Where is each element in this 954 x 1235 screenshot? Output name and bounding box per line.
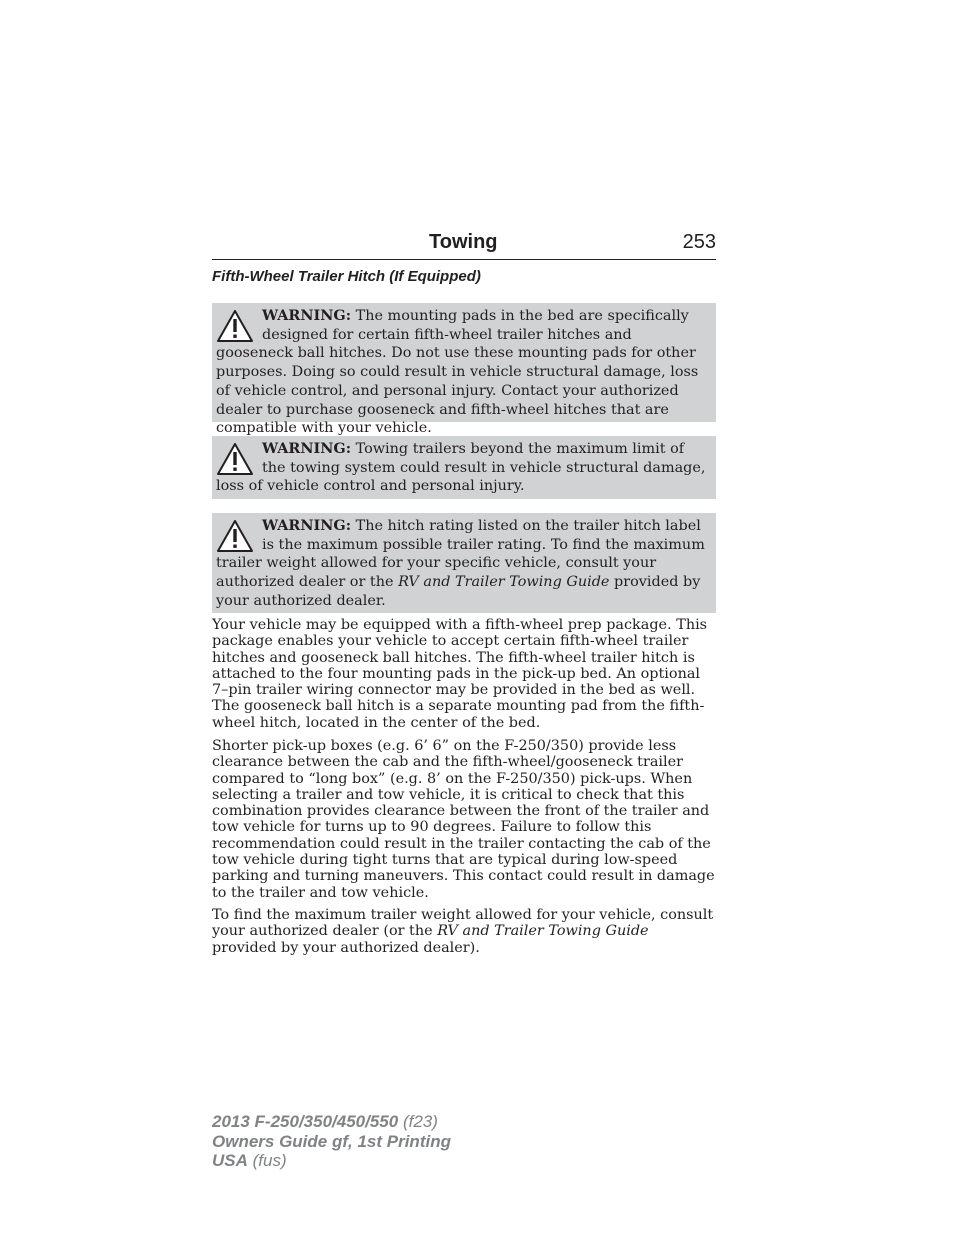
chapter-title: Towing: [429, 231, 498, 253]
page-footer: [212, 1112, 451, 1171]
warning-triangle-icon: [216, 442, 254, 476]
body-paragraph: [212, 907, 717, 956]
footer-market-line: [212, 1151, 451, 1171]
warning-text: Towing trailers beyond the maximum limit of the towing system could result in vehicle structural damage, loss of vehicle control and personal injury.: [216, 441, 706, 495]
paragraph-text: [212, 907, 717, 956]
section-title: Fifth-Wheel Trailer Hitch (If Equipped): [212, 268, 481, 285]
paragraph-text: Your vehicle may be equipped with a fifth-wheel prep package. This package enables your vehicle to accept certain fifth-wheel trailer hitches and gooseneck ball hitches. The fifth-wheel trailer hitch is attached to the four mounting pads in the pick-up bed. An optional 7–pin trailer wiring connector may be provided in the bed as well. The gooseneck ball hitch is a separate mounting pad from the fifth-wheel hitch, located in the center of the bed.: [212, 617, 708, 731]
footer-market: USA: [212, 1151, 248, 1170]
warning-triangle-icon: [216, 519, 254, 553]
warning-text: The hitch rating listed on the trailer hitch label is the maximum possible trailer rating. To find the maximum trailer weight allowed for your specific vehicle, consult your authorized dealer or the: [216, 518, 705, 591]
page-number: 253: [682, 231, 716, 253]
guide-title: RV and Trailer Towing Guide: [398, 574, 610, 591]
warning-label: WARNING:: [262, 307, 352, 324]
footer-edition: Owners Guide gf, 1st Printing: [212, 1131, 451, 1151]
footer-market-code: (fus): [252, 1151, 287, 1170]
warning-text-end: provided by your authorized dealer.: [216, 574, 701, 609]
footer-model-code: (f23): [402, 1112, 438, 1131]
footer-model: 2013 F-250/350/450/550: [212, 1112, 399, 1131]
page-header: [212, 228, 716, 260]
paragraph-text: Shorter pick-up boxes (e.g. 6’ 6” on the F-250/350) provide less clearance between the cab and the fifth-wheel/gooseneck trailer compared to “long box” (e.g. 8’ on the F-250/350) pick-ups. When selecting a trailer and tow vehicle, it is critical to check that this combination provides clearance between the front of the trailer and tow vehicle for turns up to 90 degrees. Failure to follow this recommendation could result in the trailer contacting the cab of the tow vehicle during tight turns that are typical during low-speed parking and turning maneuvers. This contact could result in damage to the trailer and tow vehicle.: [212, 738, 715, 901]
body-paragraph: [212, 738, 717, 901]
warning-box: [212, 513, 716, 613]
body-paragraph: [212, 617, 717, 731]
guide-title: RV and Trailer Towing Guide: [437, 923, 649, 940]
warning-label: WARNING:: [262, 517, 352, 534]
paragraph-text-end: provided by your authorized dealer).: [212, 939, 480, 956]
paragraph-text-start: To find the maximum trailer weight allowed for your vehicle, consult your authorized dealer (or the: [212, 907, 714, 940]
warning-text: The mounting pads in the bed are specifically designed for certain fifth-wheel trailer hitches and gooseneck ball hitches. Do not use these mounting pads for other purposes. Doing so could result in vehicle structural damage, loss of vehicle control, and personal injury. Contact your authorized dealer to purchase gooseneck and fifth-wheel hitches that are compatible with your vehicle.: [216, 308, 699, 437]
warning-box: [212, 303, 716, 437]
warning-triangle-icon: [216, 309, 254, 343]
footer-edition-line: [212, 1132, 451, 1152]
warning-box: [212, 436, 716, 499]
warning-label: WARNING:: [262, 440, 352, 457]
footer-model-line: [212, 1112, 451, 1132]
